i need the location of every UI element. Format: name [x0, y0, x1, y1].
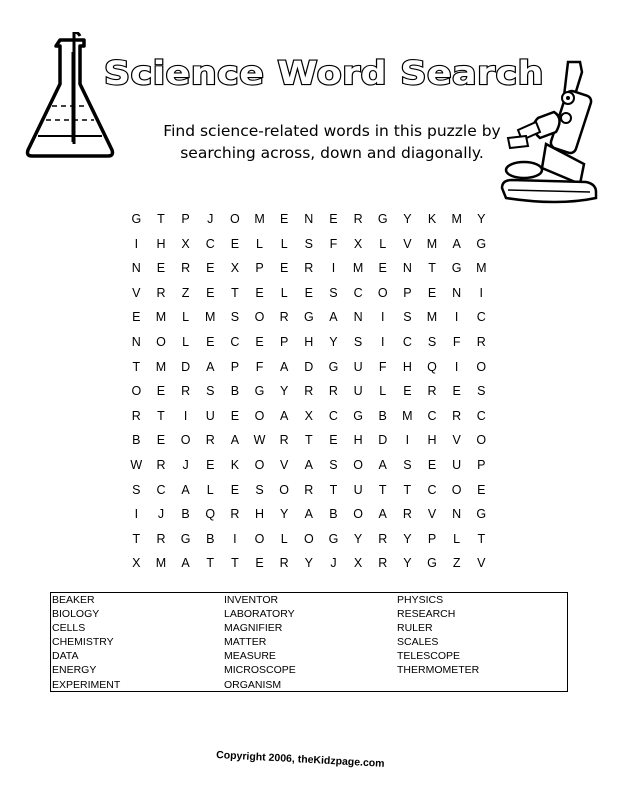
- grid-letter[interactable]: L: [379, 384, 387, 399]
- grid-letter[interactable]: G: [377, 212, 388, 226]
- grid-letter[interactable]: R: [304, 482, 314, 497]
- word-list-item: BEAKER: [52, 594, 95, 606]
- grid-row: [124, 532, 494, 557]
- grid-letter[interactable]: R: [279, 556, 289, 571]
- grid-letter[interactable]: B: [378, 408, 387, 423]
- grid-letter[interactable]: O: [180, 433, 191, 448]
- grid-letter[interactable]: G: [328, 531, 339, 546]
- grid-letter[interactable]: S: [477, 384, 486, 399]
- grid-letter[interactable]: Q: [205, 507, 216, 522]
- grid-letter[interactable]: R: [230, 507, 240, 522]
- grid-letter[interactable]: P: [230, 359, 240, 374]
- grid-letter[interactable]: P: [181, 212, 190, 226]
- grid-letter[interactable]: V: [427, 507, 437, 522]
- grid-letter[interactable]: E: [206, 457, 215, 472]
- grid-letter[interactable]: V: [132, 285, 141, 300]
- grid-letter[interactable]: L: [256, 236, 263, 251]
- grid-letter[interactable]: S: [230, 310, 240, 325]
- grid-letter[interactable]: X: [353, 556, 363, 571]
- word-list-item: DATA: [52, 650, 79, 663]
- grid-letter[interactable]: E: [378, 261, 387, 276]
- grid-letter[interactable]: R: [378, 531, 388, 546]
- grid-letter[interactable]: R: [378, 556, 388, 571]
- grid-letter[interactable]: R: [279, 310, 289, 325]
- grid-letter[interactable]: A: [329, 310, 338, 325]
- grid-letter[interactable]: M: [426, 310, 438, 325]
- grid-letter[interactable]: N: [131, 261, 141, 276]
- grid-letter[interactable]: G: [328, 359, 339, 374]
- grid-letter[interactable]: S: [403, 457, 412, 472]
- grid-letter[interactable]: G: [427, 556, 437, 571]
- grid-letter[interactable]: E: [230, 408, 240, 423]
- grid-letter[interactable]: O: [156, 334, 166, 349]
- grid-letter[interactable]: T: [157, 212, 165, 226]
- grid-row: [124, 335, 494, 360]
- grid-letter[interactable]: I: [479, 285, 484, 300]
- grid-letter[interactable]: I: [134, 236, 139, 251]
- grid-letter[interactable]: R: [402, 507, 412, 522]
- grid-letter[interactable]: R: [156, 285, 166, 300]
- grid-letter[interactable]: G: [254, 384, 265, 399]
- grid-letter[interactable]: Z: [452, 556, 461, 571]
- word-list-item: THERMOMETER: [397, 664, 480, 677]
- grid-letter[interactable]: B: [329, 507, 338, 522]
- grid-letter[interactable]: J: [330, 556, 337, 571]
- grid-letter[interactable]: R: [304, 261, 314, 276]
- grid-letter[interactable]: Y: [403, 212, 412, 226]
- grid-letter[interactable]: U: [353, 482, 363, 497]
- grid-letter[interactable]: P: [427, 531, 437, 546]
- grid-letter[interactable]: A: [378, 507, 387, 522]
- grid-letter[interactable]: C: [427, 408, 437, 423]
- grid-letter[interactable]: D: [304, 359, 314, 374]
- word-list-item: EXPERIMENT: [52, 678, 121, 691]
- grid-letter[interactable]: T: [132, 531, 141, 546]
- grid-letter[interactable]: G: [303, 310, 314, 325]
- grid-letter[interactable]: A: [181, 556, 190, 571]
- grid-letter[interactable]: T: [304, 433, 313, 448]
- grid-letter[interactable]: B: [181, 507, 190, 522]
- grid-letter[interactable]: Y: [279, 507, 289, 522]
- grid-letter[interactable]: R: [304, 384, 314, 399]
- grid-letter[interactable]: R: [279, 433, 289, 448]
- grid-letter[interactable]: K: [230, 457, 240, 472]
- grid-letter[interactable]: R: [156, 457, 166, 472]
- grid-letter[interactable]: E: [304, 285, 313, 300]
- grid-letter[interactable]: E: [230, 236, 240, 251]
- grid-letter[interactable]: R: [205, 433, 215, 448]
- grid-letter[interactable]: E: [255, 556, 264, 571]
- grid-letter[interactable]: U: [353, 359, 363, 374]
- grid-row: [124, 483, 494, 508]
- grid-letter[interactable]: O: [476, 433, 487, 448]
- grid-letter[interactable]: J: [157, 507, 165, 522]
- grid-letter[interactable]: V: [452, 433, 461, 448]
- grid-letter[interactable]: E: [477, 482, 486, 497]
- grid-letter[interactable]: E: [156, 433, 166, 448]
- grid-letter[interactable]: R: [131, 408, 141, 423]
- grid-letter[interactable]: W: [253, 433, 266, 448]
- grid-letter[interactable]: L: [453, 531, 461, 546]
- grid-letter[interactable]: A: [181, 482, 190, 497]
- grid-letter[interactable]: A: [378, 457, 387, 472]
- grid-letter[interactable]: M: [155, 556, 167, 571]
- grid-letter[interactable]: M: [155, 359, 167, 374]
- grid-letter[interactable]: L: [182, 310, 190, 325]
- grid-letter[interactable]: X: [132, 556, 141, 571]
- grid-letter[interactable]: D: [378, 433, 388, 448]
- grid-letter[interactable]: P: [279, 334, 289, 349]
- grid-letter[interactable]: T: [428, 261, 436, 276]
- grid-letter[interactable]: I: [380, 334, 385, 349]
- grid-letter[interactable]: H: [402, 359, 412, 374]
- grid-letter[interactable]: P: [403, 285, 412, 300]
- grid-row: [124, 507, 494, 532]
- grid-letter[interactable]: R: [476, 334, 486, 349]
- grid-letter[interactable]: F: [255, 359, 264, 374]
- grid-letter[interactable]: R: [156, 531, 166, 546]
- grid-row: [124, 360, 494, 385]
- grid-letter[interactable]: T: [329, 482, 338, 497]
- word-list-column-2: [224, 593, 296, 692]
- grid-letter[interactable]: M: [426, 236, 438, 251]
- grid-letter[interactable]: E: [255, 285, 264, 300]
- grid-letter[interactable]: O: [476, 359, 487, 374]
- grid-letter[interactable]: H: [255, 507, 265, 522]
- grid-letter[interactable]: G: [476, 507, 487, 522]
- grid-letter[interactable]: C: [230, 334, 240, 349]
- grid-letter[interactable]: T: [231, 556, 239, 571]
- grid-letter[interactable]: I: [454, 359, 459, 374]
- word-list-item: RESEARCH: [397, 608, 456, 621]
- grid-letter[interactable]: X: [230, 261, 240, 276]
- grid-letter[interactable]: N: [304, 212, 314, 226]
- grid-letter[interactable]: E: [403, 384, 412, 399]
- grid-letter[interactable]: O: [451, 482, 462, 497]
- grid-letter[interactable]: C: [402, 334, 412, 349]
- grid-letter[interactable]: Y: [403, 556, 412, 571]
- grid-letter[interactable]: O: [353, 457, 363, 472]
- grid-row: [124, 433, 494, 458]
- grid-row: [124, 286, 494, 311]
- grid-letter[interactable]: R: [181, 384, 191, 399]
- grid-letter[interactable]: H: [353, 433, 363, 448]
- grid-letter[interactable]: L: [379, 236, 387, 251]
- grid-letter[interactable]: O: [279, 482, 290, 497]
- instructions-line-2: searching across, down and diagonally.: [180, 144, 484, 162]
- grid-letter[interactable]: R: [452, 408, 462, 423]
- grid-letter[interactable]: O: [303, 531, 314, 546]
- word-list-item: MATTER: [224, 636, 267, 649]
- grid-letter[interactable]: B: [206, 531, 215, 546]
- grid-letter[interactable]: V: [279, 457, 289, 472]
- word-list-item: ORGANISM: [224, 678, 282, 691]
- word-list-item: LABORATORY: [224, 608, 295, 621]
- grid-letter[interactable]: E: [427, 285, 437, 300]
- grid-letter[interactable]: O: [131, 384, 142, 399]
- grid-letter[interactable]: Y: [329, 334, 338, 349]
- grid-letter[interactable]: M: [402, 408, 413, 423]
- word-list-item: RULER: [397, 622, 433, 635]
- grid-letter[interactable]: O: [254, 457, 265, 472]
- grid-letter[interactable]: Y: [353, 531, 363, 546]
- grid-letter[interactable]: X: [304, 408, 313, 423]
- grid-letter[interactable]: I: [183, 408, 188, 423]
- grid-letter[interactable]: Z: [181, 285, 190, 300]
- grid-letter[interactable]: M: [254, 212, 265, 226]
- grid-letter[interactable]: E: [230, 482, 240, 497]
- grid-letter[interactable]: E: [452, 384, 461, 399]
- grid-letter[interactable]: R: [427, 384, 437, 399]
- grid-letter[interactable]: A: [452, 236, 461, 251]
- grid-letter[interactable]: G: [476, 236, 487, 251]
- grid-letter[interactable]: B: [132, 433, 141, 448]
- grid-letter[interactable]: C: [205, 236, 215, 251]
- grid-letter[interactable]: H: [427, 433, 437, 448]
- grid-letter[interactable]: E: [279, 212, 289, 226]
- grid-letter[interactable]: C: [328, 408, 338, 423]
- grid-letter[interactable]: R: [181, 261, 191, 276]
- grid-letter[interactable]: E: [329, 212, 338, 226]
- grid-letter[interactable]: P: [477, 457, 486, 472]
- word-list-item: SCALES: [397, 636, 439, 649]
- grid-letter[interactable]: F: [452, 334, 461, 349]
- word-list-item: INVENTOR: [224, 594, 279, 606]
- grid-letter[interactable]: S: [329, 285, 338, 300]
- word-list-column-1: [52, 593, 120, 692]
- grid-letter[interactable]: Y: [279, 384, 289, 399]
- grid-row: [124, 310, 494, 335]
- grid-letter[interactable]: N: [131, 334, 141, 349]
- copyright-footer: [216, 746, 416, 776]
- grid-letter[interactable]: Q: [427, 359, 437, 374]
- word-list-item: MEASURE: [224, 650, 276, 663]
- word-list-item: TELESCOPE: [397, 650, 461, 663]
- grid-letter[interactable]: M: [155, 310, 167, 325]
- grid-letter[interactable]: A: [304, 457, 313, 472]
- svg-text:Science Word Search: Science Word Search: [104, 54, 544, 92]
- grid-letter[interactable]: P: [255, 261, 264, 276]
- page-title: [94, 40, 564, 110]
- grid-row: [124, 384, 494, 409]
- word-list-item: PHYSICS: [397, 594, 444, 606]
- grid-letter[interactable]: M: [476, 261, 487, 276]
- grid-letter[interactable]: O: [377, 285, 388, 300]
- grid-letter[interactable]: A: [230, 433, 240, 448]
- grid-letter[interactable]: A: [304, 507, 313, 522]
- grid-letter[interactable]: I: [380, 310, 385, 325]
- grid-letter[interactable]: K: [427, 212, 437, 226]
- grid-letter[interactable]: M: [352, 261, 364, 276]
- grid-letter[interactable]: S: [304, 236, 313, 251]
- grid-letter[interactable]: I: [405, 433, 410, 448]
- grid-letter[interactable]: T: [231, 285, 239, 300]
- grid-letter[interactable]: T: [132, 359, 141, 374]
- grid-letter[interactable]: O: [353, 507, 363, 522]
- grid-letter[interactable]: E: [255, 334, 264, 349]
- grid-letter[interactable]: G: [180, 531, 191, 546]
- grid-letter[interactable]: W: [130, 457, 143, 472]
- grid-letter[interactable]: R: [353, 212, 363, 226]
- grid-letter[interactable]: C: [427, 482, 437, 497]
- grid-letter[interactable]: E: [329, 433, 338, 448]
- grid-letter[interactable]: E: [156, 261, 166, 276]
- grid-letter[interactable]: F: [329, 236, 338, 251]
- grid-letter[interactable]: L: [182, 334, 190, 349]
- grid-letter[interactable]: N: [452, 285, 462, 300]
- grid-letter[interactable]: C: [476, 310, 486, 325]
- grid-letter[interactable]: E: [206, 285, 215, 300]
- word-list-item: MAGNIFIER: [224, 622, 283, 635]
- grid-letter[interactable]: I: [134, 507, 139, 522]
- grid-letter[interactable]: E: [427, 457, 437, 472]
- grid-letter[interactable]: R: [328, 384, 338, 399]
- grid-letter[interactable]: X: [353, 236, 363, 251]
- grid-letter[interactable]: S: [427, 334, 437, 349]
- instructions-line-1: Find science-related words in this puzzle by: [163, 122, 501, 140]
- grid-letter[interactable]: E: [206, 261, 215, 276]
- grid-letter[interactable]: E: [156, 384, 166, 399]
- instructions: [140, 120, 524, 164]
- grid-letter[interactable]: H: [156, 236, 166, 251]
- grid-letter[interactable]: S: [403, 310, 412, 325]
- grid-letter[interactable]: T: [378, 482, 387, 497]
- grid-letter[interactable]: A: [279, 408, 289, 423]
- grid-letter[interactable]: C: [156, 482, 166, 497]
- grid-letter[interactable]: J: [182, 457, 189, 472]
- grid-letter[interactable]: O: [230, 212, 240, 226]
- grid-letter[interactable]: E: [132, 310, 141, 325]
- grid-letter[interactable]: E: [279, 261, 289, 276]
- grid-letter[interactable]: N: [402, 261, 412, 276]
- word-list-item: BIOLOGY: [52, 608, 100, 621]
- grid-row: [124, 458, 494, 483]
- grid-letter[interactable]: M: [205, 310, 216, 325]
- grid-letter[interactable]: N: [452, 507, 462, 522]
- word-list-item: CELLS: [52, 622, 86, 635]
- grid-letter[interactable]: U: [452, 457, 462, 472]
- grid-letter[interactable]: V: [403, 236, 412, 251]
- grid-letter[interactable]: Y: [304, 556, 313, 571]
- word-list-column-3: [397, 593, 479, 678]
- grid-letter[interactable]: T: [477, 531, 486, 546]
- grid-letter[interactable]: X: [181, 236, 190, 251]
- grid-letter[interactable]: A: [206, 359, 215, 374]
- grid-letter[interactable]: G: [451, 261, 462, 276]
- grid-letter[interactable]: B: [230, 384, 240, 399]
- grid-letter[interactable]: S: [132, 482, 141, 497]
- word-list-item: MICROSCOPE: [224, 664, 296, 677]
- grid-letter[interactable]: S: [329, 457, 338, 472]
- grid-letter[interactable]: T: [206, 556, 215, 571]
- grid-letter[interactable]: L: [280, 531, 288, 546]
- grid-row: [124, 212, 494, 237]
- grid-letter[interactable]: I: [233, 531, 237, 546]
- grid-row: [124, 261, 494, 286]
- grid-letter[interactable]: U: [205, 408, 215, 423]
- word-list-box: [50, 592, 568, 692]
- grid-letter[interactable]: O: [254, 310, 265, 325]
- grid-letter[interactable]: O: [254, 531, 265, 546]
- grid-letter[interactable]: S: [255, 482, 264, 497]
- grid-letter[interactable]: A: [279, 359, 289, 374]
- grid-letter[interactable]: T: [403, 482, 412, 497]
- letter-grid: [124, 212, 494, 581]
- svg-text:Copyright 2006, theKidzpage.co: Copyright 2006, theKidzpage.com: [216, 749, 385, 770]
- word-list-item: ENERGY: [52, 664, 97, 677]
- grid-letter[interactable]: Y: [477, 212, 486, 226]
- grid-row: [124, 409, 494, 434]
- grid-letter[interactable]: S: [206, 384, 215, 399]
- grid-letter[interactable]: I: [331, 261, 336, 276]
- grid-letter[interactable]: G: [131, 212, 142, 226]
- grid-row: [124, 237, 494, 262]
- grid-letter[interactable]: L: [280, 236, 288, 251]
- grid-letter[interactable]: U: [353, 384, 363, 399]
- grid-letter[interactable]: C: [476, 408, 486, 423]
- grid-letter[interactable]: Y: [403, 531, 412, 546]
- grid-letter[interactable]: I: [454, 310, 459, 325]
- grid-letter[interactable]: F: [378, 359, 387, 374]
- grid-letter[interactable]: O: [254, 408, 265, 423]
- grid-letter[interactable]: H: [304, 334, 314, 349]
- grid-letter[interactable]: J: [207, 212, 214, 226]
- grid-row: [124, 556, 494, 581]
- grid-letter[interactable]: N: [353, 310, 363, 325]
- grid-letter[interactable]: L: [206, 482, 214, 497]
- grid-letter[interactable]: T: [157, 408, 165, 423]
- grid-letter[interactable]: C: [353, 285, 363, 300]
- grid-letter[interactable]: S: [353, 334, 363, 349]
- grid-letter[interactable]: V: [477, 556, 486, 571]
- grid-letter[interactable]: G: [353, 408, 363, 423]
- word-list-item: CHEMISTRY: [52, 636, 114, 649]
- grid-letter[interactable]: L: [280, 285, 288, 300]
- grid-letter[interactable]: D: [181, 359, 191, 374]
- grid-letter[interactable]: E: [206, 334, 215, 349]
- grid-letter[interactable]: M: [451, 212, 462, 226]
